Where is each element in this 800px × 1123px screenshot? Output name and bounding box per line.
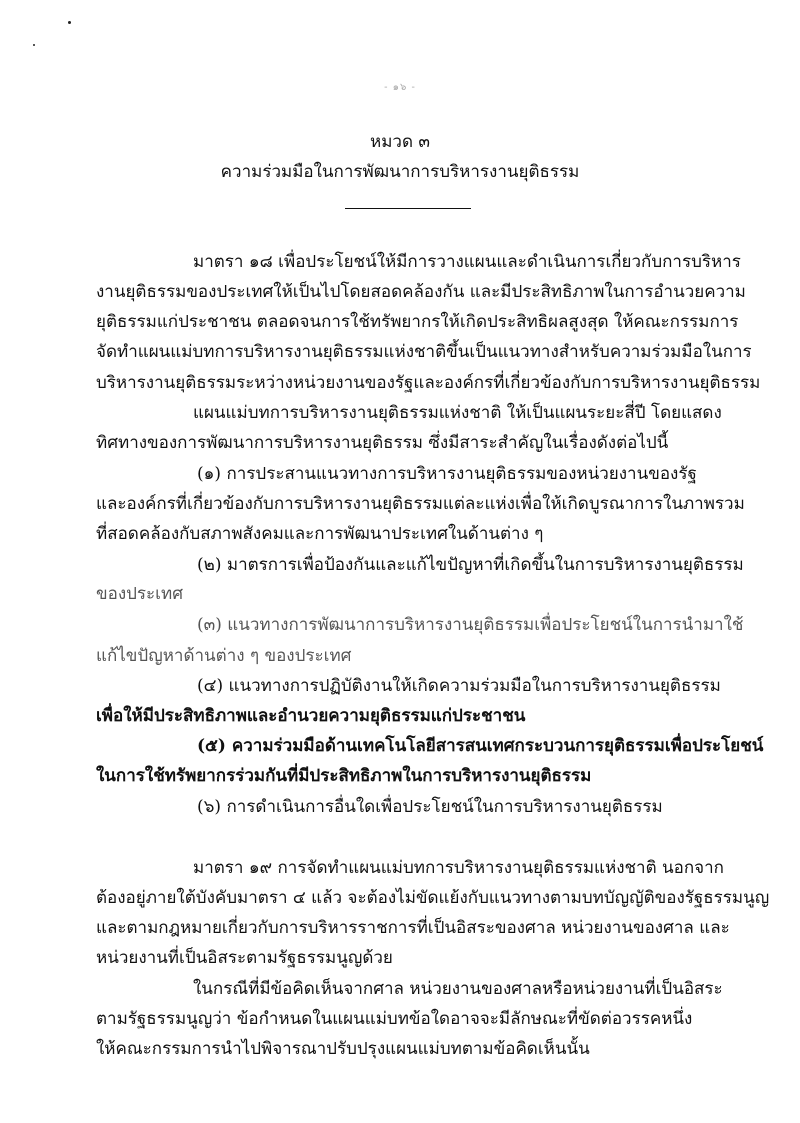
section-18-line: จัดทำแผนแม่บทการบริหารงานยุติธรรมแห่งชาติขึ้นเป็นแนวทางสำหรับความร่วมมือในการ — [96, 342, 752, 362]
section-18-line: ยุติธรรมแก่ประชาชน ตลอดจนการใช้ทรัพยากรให้เกิดประสิทธิผลสูงสุด ให้คณะกรรมการ — [96, 312, 739, 332]
list-item-continuation: และองค์กรที่เกี่ยวข้องกับการบริหารงานยุติธรรมแต่ละแห่งเพื่อให้เกิดบูรณาการในภาพรวม — [96, 494, 745, 514]
list-item: (๑) การประสานแนวทางการบริหารงานยุติธรรมของหน่วยงานของรัฐ — [197, 464, 697, 484]
scan-speck — [33, 44, 35, 46]
list-item-continuation: แก้ไขปัญหาด้านต่าง ๆ ของประเทศ — [96, 646, 352, 666]
section-18-line: มาตรา ๑๘ เพื่อประโยชน์ให้มีการวางแผนและดำเนินการเกี่ยวกับการบริหาร — [193, 252, 741, 272]
section-19-line: ต้องอยู่ภายใต้บังคับมาตรา ๔ แล้ว จะต้องไม่ขัดแย้งกับแนวทางตามบทบัญญัติของรัฐธรรมนูญ — [96, 888, 770, 908]
section-18-line: งานยุติธรรมของประเทศให้เป็นไปโดยสอดคล้องกัน และมีประสิทธิภาพในการอำนวยความ — [96, 282, 746, 302]
chapter-heading: หมวด ๓ — [369, 132, 431, 152]
section-19-line: หน่วยงานที่เป็นอิสระตามรัฐธรรมนูญด้วย — [96, 948, 393, 968]
page-number: - ๑๖ - — [384, 82, 416, 93]
list-item-continuation: ของประเทศ — [96, 584, 183, 604]
list-item-continuation: เพื่อให้มีประสิทธิภาพและอำนวยความยุติธรรมแก่ประชาชน — [96, 706, 526, 726]
section-18-line: ทิศทางของการพัฒนาการบริหารงานยุติธรรม ซึ่งมีสาระสำคัญในเรื่องดังต่อไปนี้ — [96, 433, 669, 453]
section-19-line: ให้คณะกรรมการนำไปพิจารณาปรับปรุงแผนแม่บทตามข้อคิดเห็นนั้น — [96, 1039, 590, 1059]
list-item: (๓) แนวทางการพัฒนาการบริหารงานยุติธรรมเพื่อประโยชน์ในการนำมาใช้ — [197, 615, 744, 635]
section-18-line: บริหารงานยุติธรรมระหว่างหน่วยงานของรัฐและองค์กรที่เกี่ยวข้องกับการบริหารงานยุติธรรม — [96, 373, 761, 393]
section-19-line: มาตรา ๑๙ การจัดทำแผนแม่บทการบริหารงานยุติธรรมแห่งชาติ นอกจาก — [193, 858, 724, 878]
section-19-line: ในกรณีที่มีข้อคิดเห็นจากศาล หน่วยงานของศาลหรือหน่วยงานที่เป็นอิสระ — [193, 979, 723, 999]
list-item: (๖) การดำเนินการอื่นใดเพื่อประโยชน์ในการบริหารงานยุติธรรม — [197, 797, 663, 817]
list-item: (๕) ความร่วมมือด้านเทคโนโลยีสารสนเทศกระบวนการยุติธรรมเพื่อประโยชน์ — [197, 736, 764, 756]
section-19-line: และตามกฎหมายเกี่ยวกับการบริหารราชการที่เป็นอิสระของศาล หน่วยงานของศาล และ — [96, 918, 730, 938]
section-18-line: แผนแม่บทการบริหารงานยุติธรรมแห่งชาติ ให้เป็นแผนระยะสี่ปี โดยแสดง — [193, 403, 722, 423]
title-underline — [345, 208, 471, 209]
section-19-line: ตามรัฐธรรมนูญว่า ข้อกำหนดในแผนแม่บทข้อใดอาจจะมีลักษณะที่ขัดต่อวรรคหนึ่ง — [96, 1009, 693, 1029]
list-item: (๒) มาตรการเพื่อป้องกันและแก้ไขปัญหาที่เกิดขึ้นในการบริหารงานยุติธรรม — [197, 555, 744, 575]
list-item: (๔) แนวทางการปฏิบัติงานให้เกิดความร่วมมือในการบริหารงานยุติธรรม — [197, 676, 721, 696]
list-item-continuation: ที่สอดคล้องกับสภาพสังคมและการพัฒนาประเทศในด้านต่าง ๆ — [96, 524, 544, 544]
list-item-continuation: ในการใช้ทรัพยากรร่วมกันที่มีประสิทธิภาพในการบริหารงานยุติธรรม — [96, 766, 592, 786]
scan-speck — [68, 21, 71, 24]
chapter-title: ความร่วมมือในการพัฒนาการบริหารงานยุติธรรม — [220, 162, 580, 182]
